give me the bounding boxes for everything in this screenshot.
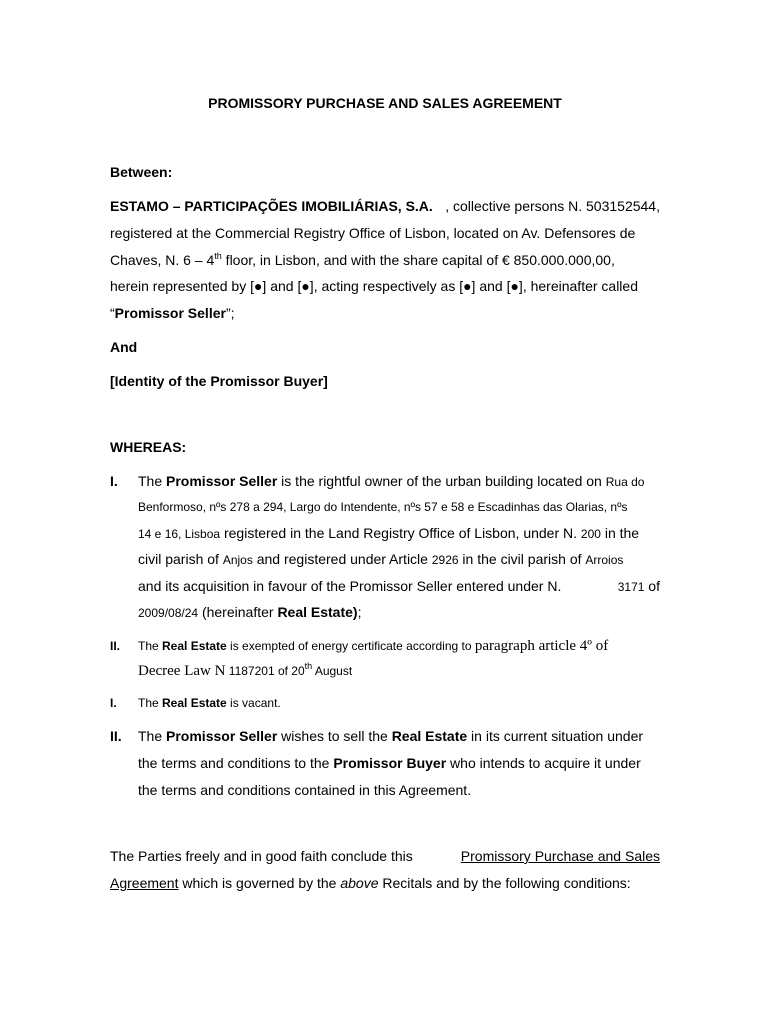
recital-4-real-estate: Real Estate (391, 728, 468, 744)
recital-1-line-5-b: of (644, 578, 660, 594)
recital-4-a: wishes to sell the (277, 728, 392, 744)
recital-1-line-4-c: in the civil parish of (458, 551, 586, 567)
agreement-title-ref: Promissory Purchase and Sales (460, 848, 660, 864)
recital-3-real-estate: Real Estate (162, 696, 227, 710)
promissor-seller-term: Promissor Seller (114, 305, 226, 321)
recital-4-b: in its current situation under (467, 728, 644, 744)
recital-1-line-2: Benformoso, nºs 278 a 294, Largo do Intendente, nºs 57 e 58 e Escadinhas das Olarias, nºs (138, 500, 628, 514)
recital-1-date: 2009/08/24 (138, 606, 199, 620)
recital-3-the: The (138, 696, 163, 710)
recital-4-line-2 (138, 754, 641, 772)
recital-2-sup: th (304, 661, 313, 671)
recital-1-real-estate: Real Estate) (277, 604, 358, 620)
recital-1-address-end: 14 e 16, Lisboa (138, 527, 221, 541)
seller-line-4: herein represented by [●] and [●], acting respectively as [●] and [●], hereinafter called (110, 278, 638, 294)
conclusion-line-1-a: The Parties freely and in good faith conclude this (110, 848, 413, 864)
recital-2-real-estate: Real Estate (162, 639, 227, 653)
recital-1-number: I. (110, 473, 118, 489)
seller-line-3-pre: Chaves, N. 6 – 4 (110, 252, 215, 268)
recital-1-line-5-tail (561, 577, 660, 596)
seller-quote-close: ”; (225, 305, 235, 321)
recital-4-line-2-a: the terms and conditions to the (138, 755, 334, 771)
conclusion-line-2 (110, 874, 631, 892)
seller-line-1 (110, 197, 660, 215)
and-label: And (110, 339, 138, 355)
recital-4-line-3: the terms and conditions contained in this Agreement. (138, 782, 472, 798)
seller-line-2: registered at the Commercial Registry Office of Lisbon, located on Av. Defensores de (110, 225, 636, 241)
recital-1-line-4 (138, 550, 623, 569)
conclusion-line-2-b: Recitals and by the following conditions: (378, 875, 631, 891)
recital-1-parish-arroios: Arroios (585, 553, 624, 567)
recital-2-line-2 (138, 662, 352, 680)
recital-1-registry-number: 200 (580, 527, 601, 541)
recital-1-entry-number: 3171 (617, 580, 645, 594)
recital-1-the: The (138, 473, 167, 489)
agreement-word: Agreement (110, 875, 179, 891)
recital-4-promissor-buyer: Promissor Buyer (333, 755, 447, 771)
recital-3-number: I. (110, 696, 117, 710)
recital-1-line-1 (138, 472, 644, 491)
recital-1-parish-anjos: Anjos (222, 553, 253, 567)
buyer-identity: [Identity of the Promissor Buyer] (110, 373, 328, 389)
recital-1-line-6 (138, 603, 361, 622)
seller-line-1-rest: , collective persons N. 503152544, (445, 198, 660, 214)
recital-1-line-6-a: (hereinafter (198, 604, 278, 620)
recital-1-line-5-a: and its acquisition in favour of the Promissor Seller entered under N. (138, 578, 562, 594)
recital-2-paragraph-ref: paragraph article 4º of (474, 638, 609, 654)
recital-1-promissor-seller: Promissor Seller (166, 473, 278, 489)
seller-line-3 (110, 251, 615, 269)
recital-1-line-4-a: civil parish of (138, 551, 223, 567)
seller-quote-open: “ (110, 305, 115, 321)
recital-4-promissor-seller: Promissor Seller (166, 728, 278, 744)
recital-4-number: II. (110, 728, 122, 744)
seller-line-5 (110, 304, 235, 322)
conclusion-line-1 (110, 847, 660, 865)
seller-line-3-post: floor, in Lisbon, and with the share capital of € 850.000.000,00, (221, 252, 615, 268)
recital-1-line-3-end: in the (600, 525, 640, 541)
whereas-label: WHEREAS: (110, 439, 187, 455)
recital-2-decree-law: Decree Law N (138, 663, 226, 679)
recital-1-line-3-rest: registered in the Land Registry Office of Lisbon, under N. (220, 525, 581, 541)
recital-2-line-2-b: August (312, 664, 353, 678)
recital-4-the: The (138, 728, 167, 744)
document-title: PROMISSORY PURCHASE AND SALES AGREEMENT (208, 95, 562, 111)
recital-1-line-6-end: ; (357, 604, 362, 620)
recital-4-line-2-b: who intends to acquire it under (446, 755, 641, 771)
recital-2-line-1 (138, 637, 608, 655)
recital-1-line-5 (138, 577, 660, 596)
seller-line-3-sup: th (214, 251, 222, 261)
recital-1-line-3 (138, 524, 639, 543)
recital-1-line-4-b: and registered under Article (252, 551, 432, 567)
recital-4-line-1 (138, 727, 643, 745)
recital-2-line-2-a: 1187201 of 20 (225, 664, 305, 678)
seller-name: ESTAMO – PARTICIPAÇÕES IMOBILIÁRIAS, S.A. (110, 198, 433, 214)
recital-1-article-number: 2926 (431, 553, 459, 567)
conclusion-line-2-a: which is governed by the (178, 875, 341, 891)
between-label: Between: (110, 164, 173, 180)
recital-3-line-1 (138, 694, 281, 712)
recital-1-line-1-rest: is the rightful owner of the urban building located on (277, 473, 606, 489)
recital-2-number: II. (110, 639, 121, 653)
conclusion-above: above (340, 875, 379, 891)
recital-3-rest: is vacant. (226, 696, 281, 710)
recital-2-the: The (138, 639, 163, 653)
recital-1-address-start: Rua do (605, 475, 645, 489)
recital-2-line-1-rest: is exempted of energy certificate according to (226, 639, 475, 653)
